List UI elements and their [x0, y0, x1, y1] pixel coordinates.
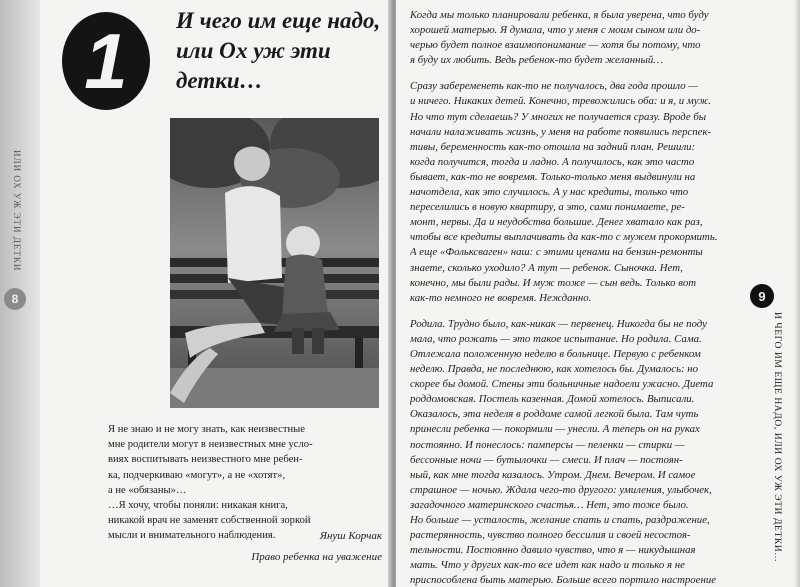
body-line: неделю. Правда, не последнюю, как хотелось бы. Думалось: но — [410, 363, 699, 376]
body-line: Отлежала положенную неделю в больнице. Первую с ребенком — [410, 347, 701, 360]
body-line: конечно, мы были рады. И муж тоже — сын ведь. Только вот — [410, 276, 697, 289]
body-line: ный, как мне тогда казалось. Утром. Днем. Вечером. И самое — [410, 468, 696, 481]
epigraph-line: никакой врач не заменят собственной зоркой — [108, 515, 311, 527]
right-page — [396, 0, 800, 587]
chapter-title-line: или Ох уж эти — [176, 38, 331, 63]
page-edge-shade — [794, 0, 800, 587]
chapter-number: 1 — [84, 17, 128, 105]
right-page-number: 9 — [750, 284, 774, 308]
chapter-title-line: детки… — [176, 68, 263, 93]
epigraph-source: Право ребенка на уважение — [251, 551, 382, 563]
epigraph-line: мне родители могут в неизвестных мне усло- — [108, 439, 313, 451]
body-paragraph — [410, 79, 752, 305]
body-line: тивы, беременность как-то отошла на задний план. Решили: — [410, 140, 696, 153]
body-paragraph — [410, 317, 752, 587]
body-line: я буду их любить. Ведь ребенок-то будет желанный… — [410, 54, 663, 67]
chapter-number-badge — [62, 12, 150, 110]
body-paragraph — [410, 8, 752, 68]
epigraph — [108, 422, 382, 544]
body-line: начотдела, как это случилось. А у нас кредиты, только что — [410, 186, 689, 199]
body-line: знаете, сколько уходило? А тут — ребенок. Сыночка. Нет, — [410, 261, 683, 274]
right-running-head: И ЧЕГО ИМ ЕЩЕ НАДО, ИЛИ ОХ УЖ ЭТИ ДЕТКИ… — [772, 312, 782, 563]
body-line: бывает, как-то не вовремя. Только-только меня выдвинули на — [410, 170, 696, 183]
body-line: Родила. Трудно было, как-никак — первенец. Никогда бы не поду — [410, 317, 707, 330]
body-line: бессонные ночи — бутылочки — смеси. И плач — постоян- — [410, 453, 683, 466]
body-line: мать. Что у других как-то все идет как надо и только я не — [410, 559, 685, 572]
body-line: Но больше — усталость, желание спать и спать, раздражение, — [410, 514, 710, 526]
epigraph-line: …Я хочу, чтобы поняли: никакая книга, — [108, 500, 288, 512]
body-line: монт, нервы. Да и неудобства большие. Денег хватало как раз, — [410, 216, 703, 229]
epigraph-line: а не «обязаны»… — [108, 484, 187, 496]
body-line: страшное — ночью. Ждала чего-то другого: умиления, улыбочек, — [410, 483, 712, 496]
body-line: и ничего. Никаких детей. Конечно, тревожились оба: и я, и муж. — [410, 95, 711, 108]
body-line: Сразу забеременеть как-то не получалось, два года прошло — — [410, 80, 698, 93]
body-line: хорошей матерью. Я думала, что у меня с моим сыном или до- — [410, 24, 701, 37]
body-line: тельности. Постоянно давило чувство, что я — никудышная — [410, 544, 696, 557]
body-line: когда получится, тогда и ладно. А получилось, как это часто — [410, 155, 695, 168]
body-line: скорее бы домой. Стены эти больничные надоели ужасно. Диета — [410, 378, 714, 391]
body-text — [410, 8, 752, 587]
body-line: приспособлена быть матерью. Больше всего портило настроение — [410, 574, 717, 587]
body-line: начали налаживать жизнь, у меня на работе появились перспек- — [410, 125, 712, 138]
chapter-title-line: И чего им еще надо, — [176, 8, 381, 33]
body-line: Оказалось, эта неделя в роддоме самой легкой была. Там чуть — [410, 408, 699, 421]
body-line: растерянность, чувство полного бессилия и своей несостоя- — [410, 529, 691, 542]
body-line: как-то немного не вовремя. Нежданно. — [410, 291, 592, 304]
left-page — [0, 0, 392, 587]
body-line: А еще «Фольксваген» наш: с этими ценами на бензин-ремонты — [410, 246, 703, 259]
body-line: чтобы все кредиты выплачивать да как-то с мужем прокормить. — [410, 231, 718, 244]
left-running-head: ИЛИ ОХ УЖ ЭТИ ДЕТКИ — [12, 150, 22, 272]
photo-illustration — [170, 118, 379, 408]
chapter-title — [176, 6, 386, 96]
body-line: переселились в новую квартиру, а это, сами понимаете, ре- — [410, 201, 685, 214]
left-page-number: 8 — [4, 288, 26, 310]
epigraph-line: ка, подчеркиваю «могут», а не «хотят», — [108, 469, 286, 481]
epigraph-line: виях воспитывать неизвестного мне ребен- — [108, 454, 303, 466]
body-line: загадочного материнского счастья… Нет, это тоже было. — [410, 498, 689, 511]
body-line: Но что тут сделаешь? У многих не получается сразу. Вроде бы — [410, 110, 707, 123]
body-line: Когда мы только планировали ребенка, я была уверена, что буду — [410, 9, 709, 21]
body-line: постоянно. И понеслось: памперсы — пеленки — стирки — — [410, 438, 685, 451]
body-line: черью будет полное взаимопонимание — хотя бы потому, что — [410, 39, 701, 52]
body-line: роддомовская. Постель казенная. Домой хотелось. Выписали. — [410, 393, 695, 406]
body-line: мала, что рожать — это такое испытание. Но родила. Сама. — [410, 332, 702, 345]
epigraph-line: Я не знаю и не могу знать, как неизвестные — [108, 424, 305, 435]
epigraph-author: Януш Корчак — [319, 530, 382, 542]
photo-mother-and-child — [170, 118, 379, 408]
epigraph-line: мысли и внимательного наблюдения. — [108, 530, 276, 542]
body-line: принесли ребенка — покормили — унесли. А теперь он на руках — [410, 423, 700, 436]
